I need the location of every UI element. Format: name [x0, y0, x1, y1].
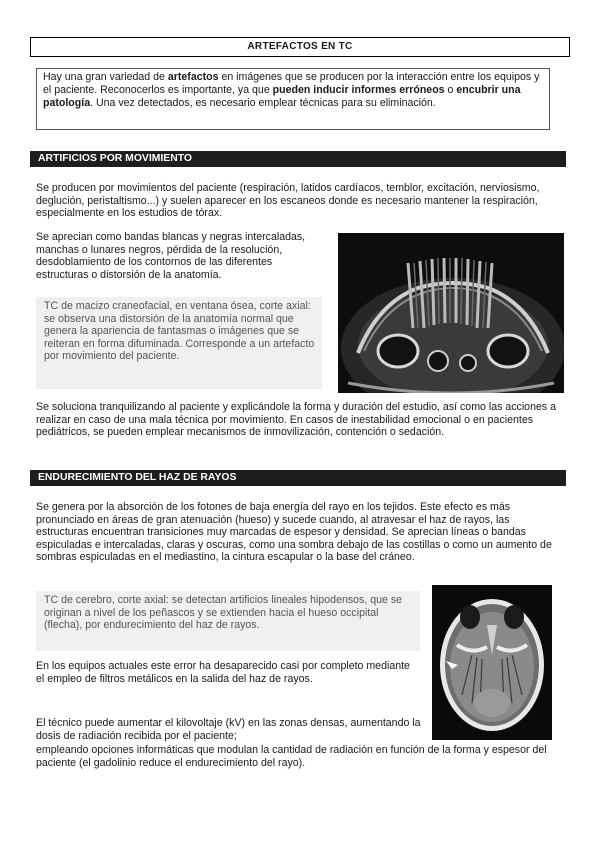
beam-paragraph-3b: empleando opciones informáticas que modulan la cantidad de radiación en función de la forma y espesor del paciente (el gadolinio reduce el endurecimiento del rayo). [36, 744, 547, 769]
movement-paragraph-1: Se producen por movimientos del paciente (respiración, latidos cardíacos, temblor, excitación, nerviosismo, deglución, peristaltismo...) y suelen aparecer en los escaneos donde es necesario mantener la respiración, especialmente en los estudios de tórax. [36, 182, 540, 220]
movement-image-caption: TC de macizo craneofacial, en ventana ósea, corte axial: se observa una distorsión de la anatomía normal que genera la apariencia de fantasmas o imágenes que se reiteran en forma difuminada. Corresponde a un artefacto por movimiento del paciente. [36, 297, 322, 389]
intro-bold-1: artefactos [167, 71, 219, 83]
movement-paragraph-3: Se soluciona tranquilizando al paciente y explicándole la forma y duración del estudio, así como las acciones a realizar en caso de una mala técnica por movimiento. En casos de inestabilidad emocional o en pacientes pediátricos, se pueden emplear mecanismos de inmovilización, contención o sedación. [36, 401, 556, 439]
movement-paragraph-2: Se aprecian como bandas blancas y negras intercaladas, manchas o lunares negros, pérdida de la resolución, desdoblamiento de los contornos de las diferentes estructuras o distorsión de la anatomía. [36, 231, 306, 281]
intro-text-3: o [444, 84, 457, 96]
ct-facial-motion-image [338, 233, 564, 393]
section-heading-beam-hardening: ENDURECIMIENTO DEL HAZ DE RAYOS [30, 470, 566, 486]
page-title: ARTEFACTOS EN TC [30, 37, 570, 57]
intro-bold-3: encubrir una patología [43, 84, 521, 109]
beam-paragraph-3a: El técnico puede aumentar el kilovoltaje (kV) en las zonas densas, aumentando la dosis de radiación recibida por el paciente; [36, 717, 421, 742]
intro-text-4: . Una vez detectados, es necesario emplear técnicas para su eliminación. [90, 97, 436, 109]
intro-bold-2: pueden inducir informes erróneos [272, 84, 445, 96]
section-heading-movement: ARTIFICIOS POR MOVIMIENTO [30, 151, 566, 167]
beam-image-caption: TC de cerebro, corte axial: se detectan artificios lineales hipodensos, que se originan a nivel de los peñascos y se extienden hacia el hueso occipital (flecha), por endurecimiento del haz de rayos. [36, 591, 420, 651]
intro-text-1: Hay una gran variedad de [43, 71, 168, 83]
intro-box [36, 68, 550, 130]
beam-paragraph-1: Se genera por la absorción de los fotones de baja energía del rayo en los tejidos. Este efecto es más pronunciado en áreas de gran atenuación (hueso) y sucede cuando, al atravesar el haz de rayos, las estructuras encuentran transiciones muy marcadas de espesor y densidad. Se aprecian líneas o bandas espiculadas e intercaladas, claras y oscuras, como una sombra debajo de las costillas o como un aumento de sombras espiculadas en el mediastino, la cintura escapular o la base del cráneo. [36, 501, 552, 564]
beam-paragraph-2: En los equipos actuales este error ha desaparecido casi por completo mediante el empleo de filtros metálicos en la salida del haz de rayos. [36, 660, 410, 685]
ct-brain-beam-hardening-image [432, 585, 552, 740]
intro-text-2: en imágenes que se producen por la interacción entre los equipos y el paciente. Reconocerlos es importante, ya que [43, 71, 540, 96]
